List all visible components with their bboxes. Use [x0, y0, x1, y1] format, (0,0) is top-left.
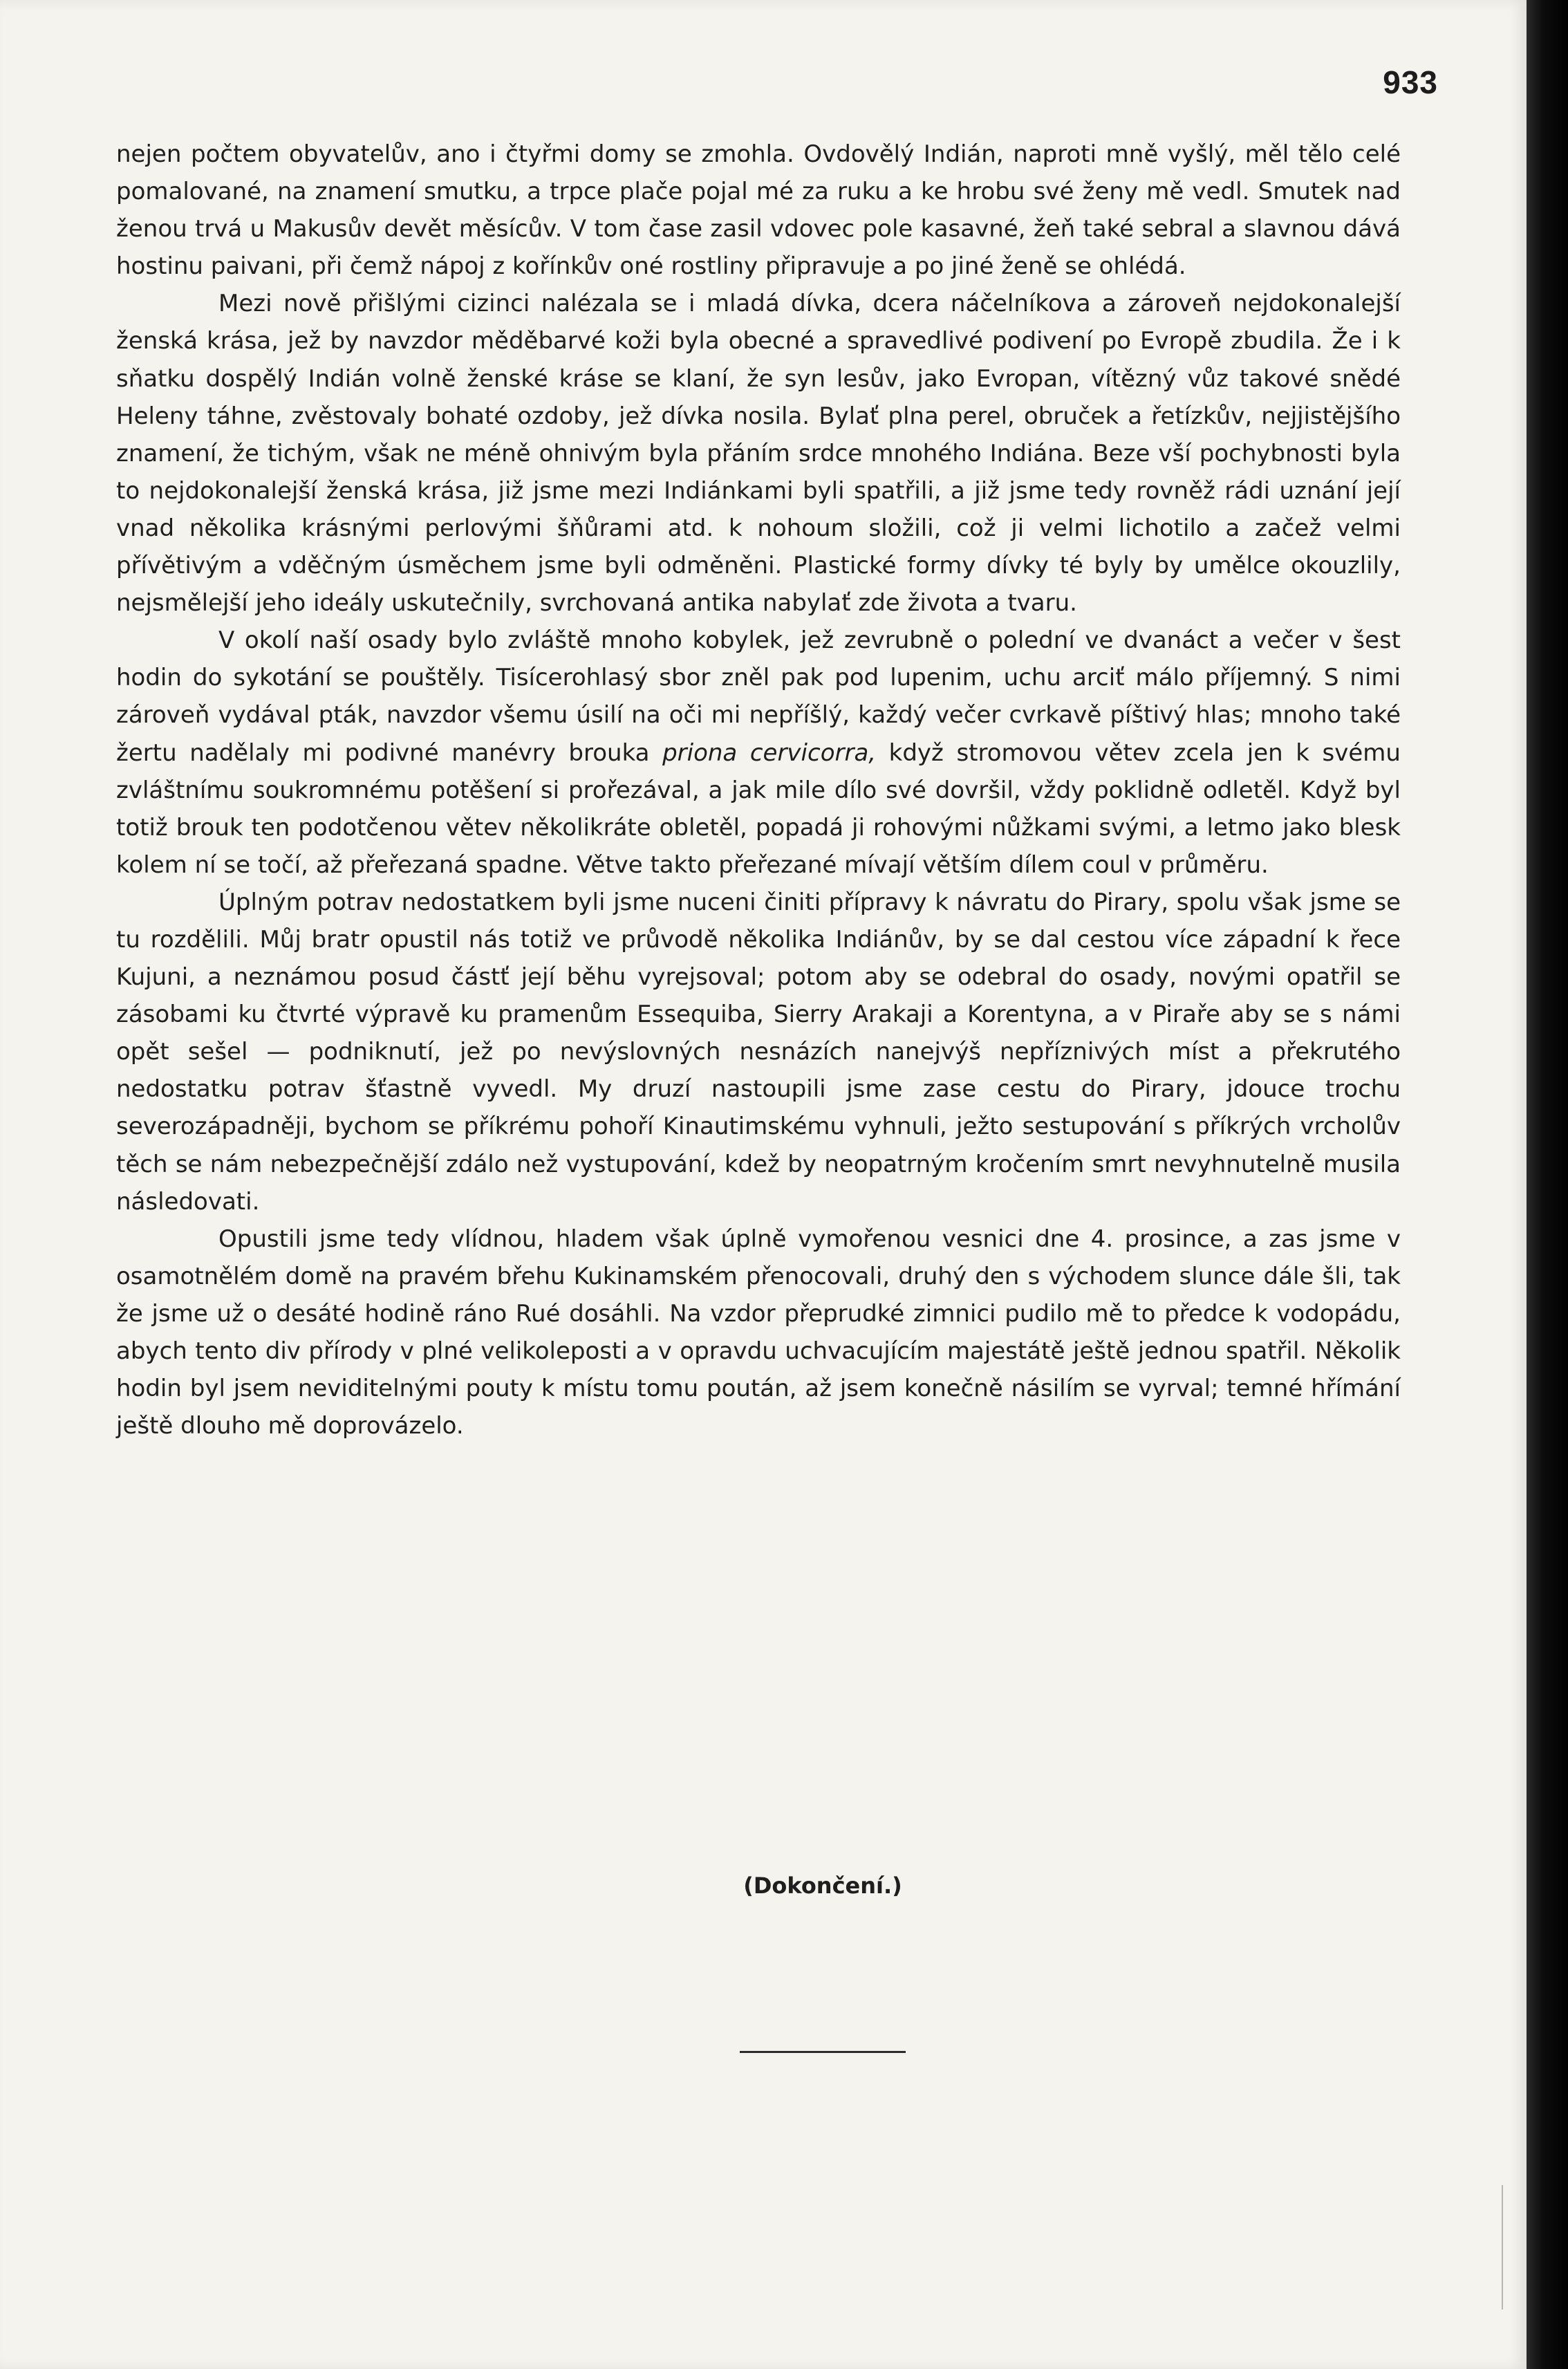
continuation-note: (Dokončení.) — [743, 1873, 902, 1899]
article-text — [116, 136, 1401, 1444]
paragraph-3 — [116, 622, 1401, 884]
margin-mark — [1502, 2185, 1522, 2310]
paragraph-3-text-a: V okolí naší osady bylo zvláště mnoho kobylek, jež zevrubně o polední ve dvanáct a večer v šest hodin do sykotání se pouštěly. Tisícerohlasý sbor zněl pak pod lupenim, uchu arciť málo příjemný. S nimi zároveň vydával pták, navzdor všemu úsilí na oči mi nepříšlý, každý večer cvrkavě píštivý hlas; mnoho také žertu nadělaly mi podivné manévry brouka — [116, 626, 1401, 767]
species-name: priona cervicorra, — [662, 738, 877, 767]
page-edge-shadow — [1527, 0, 1568, 2369]
paragraph-1: nejen počtem obyvatelův, ano i čtyřmi domy se zmohla. Ovdovělý Indián, naproti mně vyšlý, měl tělo celé pomalované, na znamení smutku, a trpce plače pojal mé za ruku a ke hrobu své ženy mě vedl. Smutek nad ženou trvá u Makusův devět měsícův. V tom čase zasil vdovec pole kasavné, žeň také sebral a slavnou dává hostinu paivani, při čemž nápoj z kořínkův oné rostliny připravuje a po jiné ženě se ohlédá. — [116, 140, 1401, 281]
paragraph-2: Mezi nově přišlými cizinci nalézala se i mladá dívka, dcera náčelníkova a zároveň nejdokonalejší ženská krása, jež by navzdor měděbarvé koži byla obecné a spravedlivé podivení po Evropě zbudila. Že i k sňatku dospělý Indián volně ženské kráse se klaní, že syn lesův, jako Evropan, vítězný vůz takové snědé Heleny táhne, zvěstovaly bohaté ozdoby, jež dívka nosila. Bylať plna perel, obruček a řetízkův, nejjistějšího znamení, že tichým, však ne méně ohnivým byla přáním srdce mnohého Indiána. Beze vší pochybnosti byla to nejdokonalejší ženská krása, již jsme mezi Indiánkami byli spatřili, a již jsme tedy rovněž rádi uznání její vnad několika krásnými perlovými šňůrami atd. k nohoum složili, což ji velmi lichotilo a začež velmi přívětivým a vděčným úsměchem jsme byli odměněni. Plastické formy dívky té byly by umělce okouzlily, nejsmělejší jeho ideály uskutečnily, svrchovaná antika nabylať zde života a tvaru. — [116, 290, 1401, 617]
paragraph-4: Úplným potrav nedostatkem byli jsme nuceni činiti přípravy k návratu do Pirary, spolu však jsme se tu rozdělili. Můj bratr opustil nás totiž ve průvodě několika Indiánův, by se dal cestou více západní k řece Kujuni, a neznámou posud částť její běhu vyrejsoval; potom aby se odebral do osady, novými opatřil se zásobami ku čtvrté výpravě ku pramenům Essequiba, Sierry Arakaji a Korentyna, a v Piraře aby se s námi opět sešel — podniknutí, jež po nevýslovných nesnázích nanejvýš nepříznivých míst a překrutého nedostatku potrav šťastně vyvedl. My druzí nastoupili jsme zase cestu do Pirary, jdouce trochu severozápadněji, bychom se příkrému pohoří Kinautimskému vyhnuli, ježto sestupování s příkrých vrcholův těch se nám nebezpečnější zdálo než vystupování, kdež by neopatrným kročením smrt nevyhnutelně musila následovati. — [116, 888, 1401, 1216]
paragraph-3-text-b: když stromovou větev zcela jen k svému zvláštnímu soukromnému potěšení si prořezával, a jak mile dílo své dovršil, vždy poklidně odletěl. Když byl totiž brouk ten podotčenou větev několikráte obletěl, popadá ji rohovými nůžkami svými, a letmo jako blesk kolem ní se točí, až přeřezaná spadne. Větve takto přeřezané mívají větším dílem coul v průměru. — [116, 738, 1401, 879]
paragraph-5: Opustili jsme tedy vlídnou, hladem však úplně vymořenou vesnici dne 4. prosince, a zas jsme v osamotnělém domě na pravém břehu Kukinamském přenocovali, druhý den s východem slunce dále šli, tak že jsme už o desáté hodině ráno Rué dosáhli. Na vzdor přeprudké zimnici pudilo mě to předce k vodopádu, abych tento div přírody v plné velikoleposti a v opravdu uchvacujícím majestátě ještě jednou spatřil. Několik hodin byl jsem neviditelnými pouty k místu tomu poután, až jsem konečně násilím se vyrval; temné hřímání ještě dlouho mě doprovázelo. — [116, 1225, 1401, 1440]
page-number: 933 — [1383, 64, 1438, 100]
separator-rule — [740, 2051, 906, 2053]
